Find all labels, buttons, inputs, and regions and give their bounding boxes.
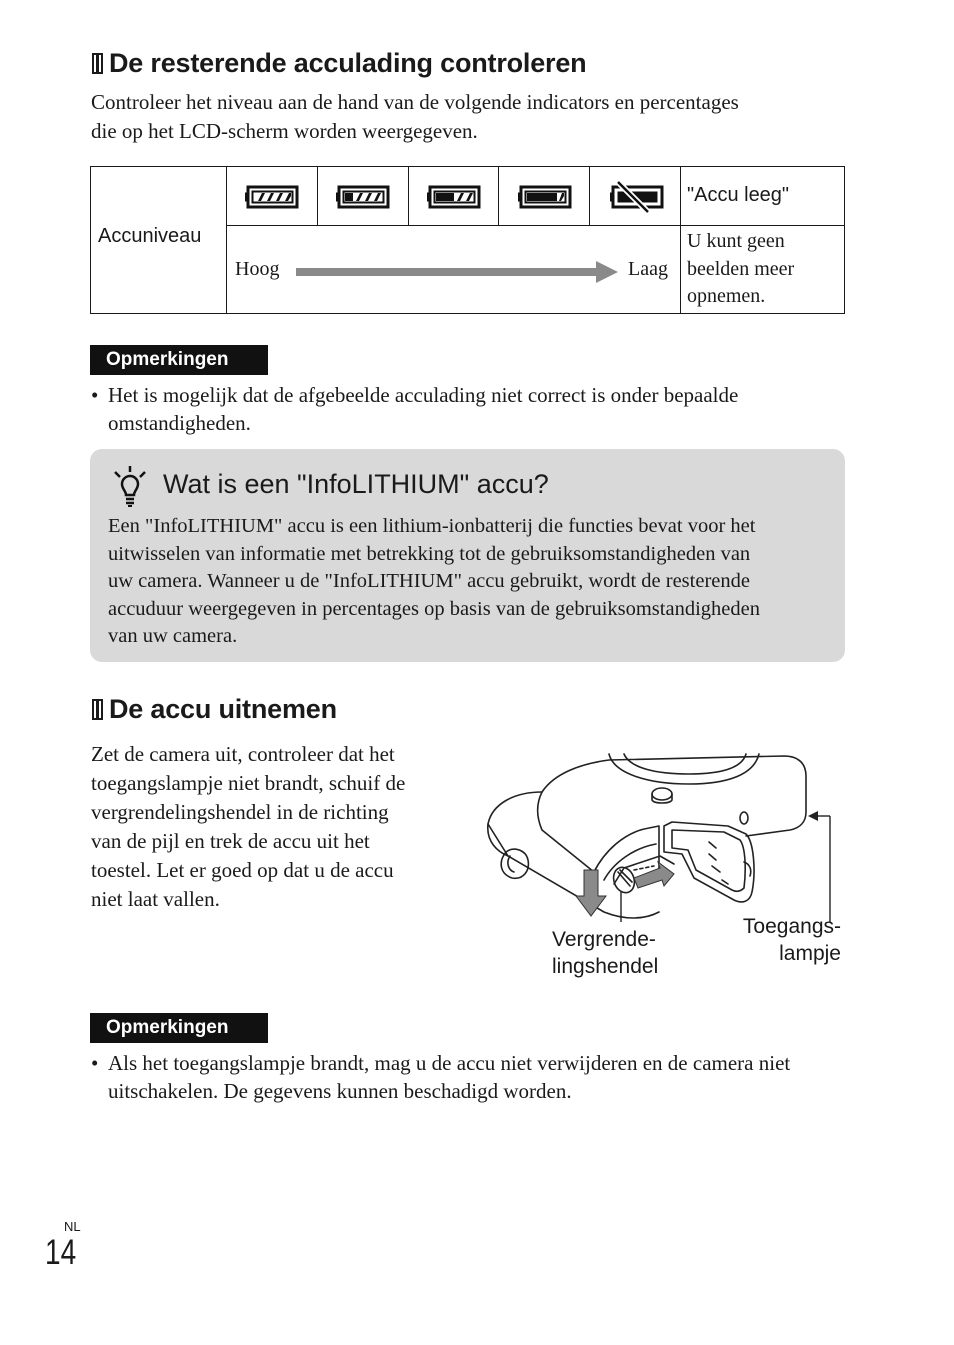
tip-body (108, 513, 838, 651)
empty-note-line: opnemen. (687, 285, 766, 307)
intro-line: die op het LCD-scherm worden weergegeven. (91, 119, 478, 143)
paragraph-line: vergrendelingshendel in de richting (91, 800, 389, 824)
empty-note (687, 228, 794, 311)
remove-battery-paragraph (91, 740, 471, 914)
battery-level-table (90, 166, 845, 314)
low-label: Laag (628, 258, 668, 280)
tip-line: uw camera. Wanneer u de "InfoLITHIUM" accu gebruikt, wordt de resterende (108, 570, 750, 592)
notes-list (91, 381, 851, 437)
section-heading-text: De resterende acculading controleren (109, 48, 587, 78)
bullet: • (91, 383, 99, 407)
note-line: Als het toegangslampje brandt, mag u de accu niet verwijderen en de camera niet (108, 1051, 791, 1075)
list-item (91, 1049, 861, 1105)
note-line: omstandigheden. (108, 411, 251, 435)
note-line: uitschakelen. De gegevens kunnen beschadigd worden. (108, 1079, 572, 1103)
paragraph-line: toestel. Let er goed op dat u de accu (91, 858, 394, 882)
battery-medium-icon (427, 184, 485, 210)
tip-line: van uw camera. (108, 625, 238, 647)
row-label-accuniveau: Accuniveau (98, 225, 202, 247)
paragraph-line: toegangslampje niet brandt, schuif de (91, 771, 406, 795)
tip-line: Een "InfoLITHIUM" accu is een lithium-ionbatterij die functies bevat voor het (108, 515, 756, 537)
heading-marker-icon (92, 53, 103, 74)
tip-line: uitwisselen van informatie met betrekking tot de gebruiksomstandigheden van (108, 542, 751, 565)
list-item (91, 381, 851, 437)
section-heading-text: De accu uitnemen (109, 694, 337, 724)
notes-badge: Opmerkingen (90, 345, 268, 375)
high-label: Hoog (235, 258, 280, 280)
battery-high-icon (336, 184, 394, 210)
camera-battery-illustration (484, 752, 844, 922)
empty-note-line: beelden meer (687, 257, 795, 280)
label-line: Toegangs- (742, 915, 841, 938)
bullet: • (91, 1051, 99, 1075)
battery-full-icon (245, 184, 303, 210)
intro-paragraph (91, 88, 851, 146)
lightbulb-icon (110, 465, 150, 507)
paragraph-line: Zet de camera uit, controleer dat het (91, 742, 395, 766)
infolithium-tip-box (90, 449, 845, 662)
battery-empty-icon (608, 181, 668, 213)
label-lock-lever (552, 926, 658, 980)
level-arrow-icon (296, 261, 618, 283)
empty-label: "Accu leeg" (687, 184, 790, 206)
label-access-lamp (720, 913, 841, 967)
section-heading-battery-check (92, 48, 586, 79)
paragraph-line: van de pijl en trek de accu uit het (91, 829, 370, 853)
language-code: NL (64, 1219, 81, 1234)
notes-list (91, 1049, 861, 1105)
battery-low-icon (518, 184, 576, 210)
section-heading-remove-battery (92, 694, 337, 725)
label-line: Vergrende- (552, 928, 656, 951)
tip-title: Wat is een "InfoLITHIUM" accu? (163, 469, 549, 499)
heading-marker-icon (92, 699, 103, 720)
notes-badge: Opmerkingen (90, 1013, 268, 1043)
paragraph-line: niet laat vallen. (91, 887, 220, 911)
page-number: 14 (45, 1233, 77, 1272)
intro-line: Controleer het niveau aan de hand van de volgende indicators en percentages (91, 90, 739, 114)
note-line: Het is mogelijk dat de afgebeelde acculading niet correct is onder bepaalde (108, 383, 739, 407)
label-line: lingshendel (552, 955, 659, 978)
empty-note-line: U kunt geen (687, 230, 785, 252)
tip-line: accuduur weergegeven in percentages op basis van de gebruiksomstandigheden (108, 597, 760, 620)
label-line: lampje (779, 942, 841, 965)
